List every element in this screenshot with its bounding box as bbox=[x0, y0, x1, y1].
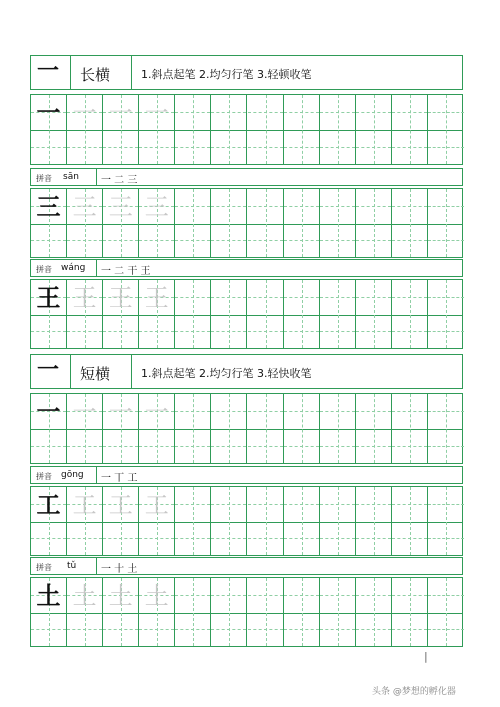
writing-cell bbox=[356, 95, 392, 164]
writing-cell bbox=[320, 189, 356, 257]
header-rules: 1.斜点起笔 2.均匀行笔 3.轻顿收笔 bbox=[141, 68, 312, 81]
writing-cell bbox=[284, 189, 320, 257]
writing-cell bbox=[31, 95, 67, 164]
writing-cell bbox=[428, 578, 464, 646]
writing-cell bbox=[320, 487, 356, 555]
trace-character: 一 bbox=[108, 99, 133, 127]
writing-cell bbox=[175, 280, 211, 348]
writing-cell bbox=[67, 487, 103, 555]
writing-cell bbox=[248, 578, 284, 646]
writing-cell bbox=[356, 189, 392, 257]
writing-cell bbox=[356, 487, 392, 555]
writing-cell bbox=[428, 95, 464, 164]
writing-cell bbox=[211, 578, 247, 646]
model-character: 三 bbox=[36, 192, 61, 221]
model-character: 一 bbox=[36, 98, 61, 127]
writing-cell bbox=[320, 280, 356, 348]
writing-cell bbox=[175, 394, 211, 463]
writing-cell bbox=[320, 95, 356, 164]
writing-cell bbox=[428, 487, 464, 555]
writing-cell bbox=[356, 280, 392, 348]
trace-character: 工 bbox=[108, 491, 133, 519]
trace-character: 三 bbox=[72, 193, 97, 221]
writing-cell bbox=[284, 578, 320, 646]
writing-cell bbox=[139, 578, 175, 646]
writing-cell bbox=[103, 394, 139, 463]
trace-character: 一 bbox=[108, 398, 133, 426]
writing-cell bbox=[31, 578, 67, 646]
writing-cell bbox=[139, 280, 175, 348]
writing-cell bbox=[103, 280, 139, 348]
trace-character: 三 bbox=[108, 193, 133, 221]
writing-cell bbox=[248, 280, 284, 348]
stroke-order: 一 丅 工 bbox=[101, 473, 138, 484]
trace-character: 土 bbox=[72, 582, 97, 610]
writing-cell bbox=[428, 189, 464, 257]
writing-cell bbox=[175, 578, 211, 646]
trace-character: 一 bbox=[144, 398, 169, 426]
pinyin-value: wáng bbox=[61, 263, 86, 273]
writing-cell bbox=[175, 189, 211, 257]
writing-cell bbox=[103, 189, 139, 257]
writing-cell bbox=[392, 487, 428, 555]
pinyin-value: tǔ bbox=[67, 561, 77, 571]
trace-character: 一 bbox=[72, 398, 97, 426]
writing-cell bbox=[211, 189, 247, 257]
writing-cell bbox=[248, 189, 284, 257]
writing-cell bbox=[211, 280, 247, 348]
writing-cell bbox=[284, 394, 320, 463]
writing-cell bbox=[284, 95, 320, 164]
stroke-order: 一 二 三 bbox=[101, 175, 138, 186]
writing-cell bbox=[392, 280, 428, 348]
writing-cell bbox=[139, 189, 175, 257]
practice-grid bbox=[30, 94, 463, 165]
writing-cell bbox=[139, 95, 175, 164]
model-character: 王 bbox=[36, 283, 61, 312]
trace-character: 一 bbox=[144, 99, 169, 127]
trace-character: 王 bbox=[144, 284, 169, 312]
page-mark: | bbox=[424, 650, 428, 663]
pinyin-bar bbox=[30, 557, 463, 575]
pinyin-label: 拼音 bbox=[36, 472, 52, 481]
writing-cell bbox=[392, 578, 428, 646]
model-character: 一 bbox=[36, 397, 61, 426]
writing-cell bbox=[67, 280, 103, 348]
trace-character: 土 bbox=[144, 582, 169, 610]
writing-cell bbox=[139, 394, 175, 463]
watermark: 头条 @梦想的孵化器 bbox=[372, 687, 456, 697]
writing-cell bbox=[392, 394, 428, 463]
practice-grid bbox=[30, 486, 463, 556]
stroke-order: 一 十 土 bbox=[101, 564, 138, 575]
practice-grid bbox=[30, 393, 463, 464]
writing-cell bbox=[211, 394, 247, 463]
writing-cell bbox=[175, 95, 211, 164]
section-header-2 bbox=[30, 354, 463, 389]
writing-cell bbox=[67, 394, 103, 463]
writing-cell bbox=[428, 280, 464, 348]
trace-character: 土 bbox=[108, 582, 133, 610]
pinyin-bar bbox=[30, 466, 463, 484]
writing-cell bbox=[31, 394, 67, 463]
writing-cell bbox=[31, 487, 67, 555]
header-title: 长横 bbox=[80, 66, 111, 84]
pinyin-label: 拼音 bbox=[36, 174, 52, 183]
writing-cell bbox=[392, 189, 428, 257]
practice-grid bbox=[30, 279, 463, 349]
pinyin-bar bbox=[30, 259, 463, 277]
writing-cell bbox=[392, 95, 428, 164]
pinyin-value: gōng bbox=[61, 470, 84, 480]
header-char: 一 bbox=[37, 358, 60, 383]
writing-cell bbox=[67, 578, 103, 646]
writing-cell bbox=[103, 95, 139, 164]
writing-cell bbox=[320, 394, 356, 463]
writing-cell bbox=[356, 578, 392, 646]
trace-character: 王 bbox=[108, 284, 133, 312]
writing-cell bbox=[356, 394, 392, 463]
section-header-1 bbox=[30, 55, 463, 90]
writing-cell bbox=[103, 578, 139, 646]
writing-cell bbox=[284, 487, 320, 555]
writing-cell bbox=[31, 189, 67, 257]
writing-cell bbox=[139, 487, 175, 555]
model-character: 工 bbox=[36, 490, 61, 519]
model-character: 土 bbox=[36, 581, 61, 610]
header-rules: 1.斜点起笔 2.均匀行笔 3.轻快收笔 bbox=[141, 367, 312, 380]
pinyin-label: 拼音 bbox=[36, 265, 52, 274]
pinyin-label: 拼音 bbox=[36, 563, 52, 572]
writing-cell bbox=[175, 487, 211, 555]
writing-cell bbox=[248, 487, 284, 555]
writing-cell bbox=[284, 280, 320, 348]
header-title: 短横 bbox=[80, 365, 111, 383]
writing-cell bbox=[67, 189, 103, 257]
trace-character: 一 bbox=[72, 99, 97, 127]
practice-grid bbox=[30, 188, 463, 258]
trace-character: 王 bbox=[72, 284, 97, 312]
writing-cell bbox=[103, 487, 139, 555]
writing-cell bbox=[248, 95, 284, 164]
trace-character: 三 bbox=[144, 193, 169, 221]
header-char: 一 bbox=[37, 59, 60, 84]
writing-cell bbox=[320, 578, 356, 646]
writing-cell bbox=[67, 95, 103, 164]
trace-character: 工 bbox=[72, 491, 97, 519]
trace-character: 工 bbox=[144, 491, 169, 519]
writing-cell bbox=[211, 487, 247, 555]
pinyin-value: sān bbox=[63, 172, 79, 182]
pinyin-bar bbox=[30, 168, 463, 186]
practice-grid bbox=[30, 577, 463, 647]
stroke-order: 一 二 干 王 bbox=[101, 266, 151, 277]
writing-cell bbox=[428, 394, 464, 463]
writing-cell bbox=[248, 394, 284, 463]
writing-cell bbox=[211, 95, 247, 164]
writing-cell bbox=[31, 280, 67, 348]
